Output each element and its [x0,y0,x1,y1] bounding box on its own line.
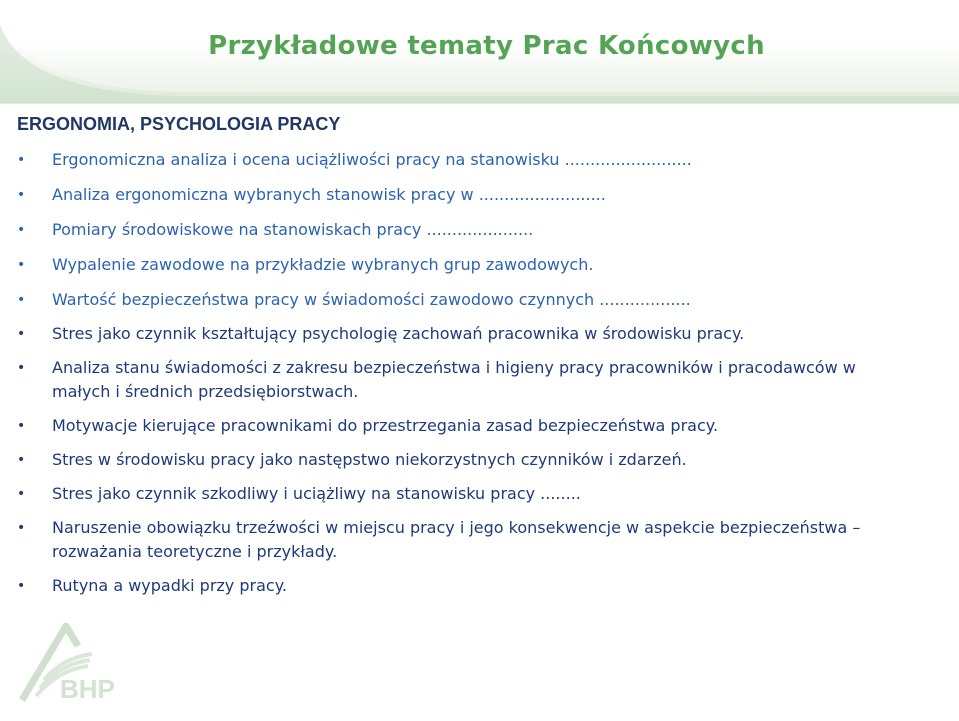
bullet-icon: • [17,520,26,536]
list-item: • Wypalenie zawodowe na przykładzie wybranych grup zawodowych. [17,253,917,277]
list-item: • Stres jako czynnik kształtujący psychologię zachowań pracownika w środowisku pracy. [17,322,917,346]
bullet-icon: • [17,360,26,376]
list-item: • Pomiary środowiskowe na stanowiskach pracy ..................... [17,218,917,242]
section-heading: ERGONOMIA, PSYCHOLOGIA PRACY [17,114,341,134]
logo-text: BHP [60,674,115,704]
bhp-logo-icon [18,622,118,706]
list-item: • Rutyna a wypadki przy pracy. [17,574,917,598]
list-item: • Wartość bezpieczeństwa pracy w świadomości zawodowo czynnych .................. [17,288,917,312]
list-item: • Stres w środowisku pracy jako następstwo niekorzystnych czynników i zdarzeń. [17,448,917,472]
bullet-icon: • [17,292,26,308]
bullet-icon: • [17,418,26,434]
list-item: • Ergonomiczna analiza i ocena uciążliwości pracy na stanowisku ......................... [17,148,917,172]
list-item: • Analiza ergonomiczna wybranych stanowisk pracy w ......................... [17,183,917,207]
list-item: • Motywacje kierujące pracownikami do przestrzegania zasad bezpieczeństwa pracy. [17,414,917,438]
bullet-icon: • [17,222,26,238]
list-item: • Naruszenie obowiązku trzeźwości w miejscu pracy i jego konsekwencje w aspekcie bezpieczeństwa – rozważania teoretyczne i przykłady. [17,518,861,561]
topic-list [17,148,917,598]
list-item: • Analiza stanu świadomości z zakresu bezpieczeństwa i higieny pracy pracowników i pracodawców w małych i średnich przedsiębiorstwach. [17,358,856,401]
bullet-icon: • [17,452,26,468]
bullet-icon: • [17,152,26,168]
bullet-icon: • [17,578,26,594]
bullet-icon: • [17,187,26,203]
list-item: • Stres jako czynnik szkodliwy i uciążliwy na stanowisku pracy ........ [17,482,917,506]
page-title: Przykładowe tematy Prac Końcowych [208,31,765,61]
bullet-icon: • [17,257,26,273]
bullet-icon: • [17,486,26,502]
bullet-icon: • [17,326,26,342]
